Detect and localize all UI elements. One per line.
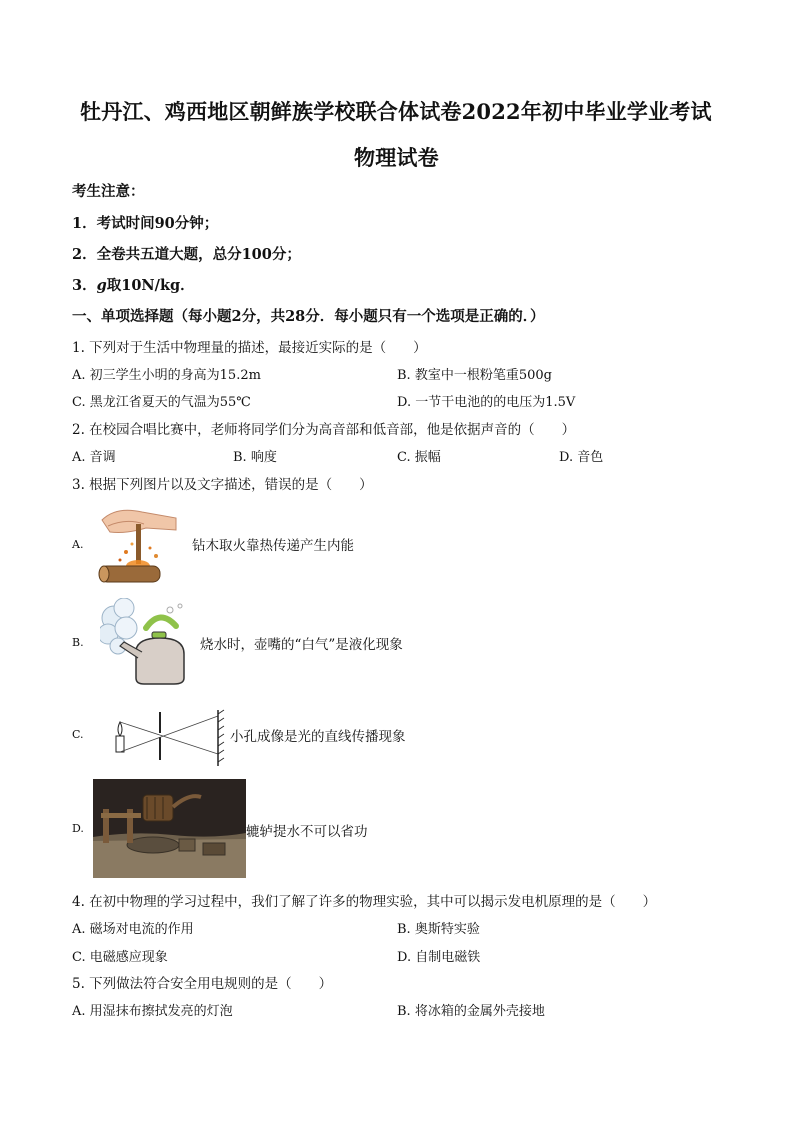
q3-option-a-label[interactable]: A. <box>72 538 84 551</box>
q4-stem: 4. 在初中物理的学习过程中，我们了解了许多的物理实验，其中可以揭示发电机原理的是（ ） <box>72 894 657 910</box>
exam-title-line2: 物理试卷 <box>354 145 439 170</box>
q3-option-b-label[interactable]: B. <box>72 636 84 649</box>
notice-heading: 考生注意： <box>72 183 145 200</box>
notice-item-2: 2．全卷共五道大题，总分100分； <box>72 246 301 263</box>
q1-option-a[interactable]: A. 初三学生小明的身高为15.2m <box>72 368 261 383</box>
notice-item-3-var: g <box>96 277 107 294</box>
q5-option-a[interactable]: A. 用湿抹布擦拭发亮的灯泡 <box>72 1004 233 1019</box>
q1-option-d[interactable]: D. 一节干电池的的电压为1.5V <box>397 395 576 410</box>
q3-option-c-text[interactable]: 小孔成像是光的直线传播现象 <box>230 729 406 745</box>
windlass-well-image <box>93 779 246 878</box>
q5-stem: 5. 下列做法符合安全用电规则的是（ ） <box>72 976 333 992</box>
q1-option-b[interactable]: B. 教室中一根粉笔重500g <box>397 368 552 383</box>
q3-option-b-text[interactable]: 烧水时，壶嘴的“白气”是液化现象 <box>200 637 403 653</box>
q2-option-b[interactable]: B. 响度 <box>233 450 277 465</box>
fire-drill-image <box>96 504 178 584</box>
q2-option-a[interactable]: A. 音调 <box>72 450 116 465</box>
q3-option-d-text[interactable]: 辘轳提水不可以省功 <box>246 824 368 840</box>
q2-option-d[interactable]: D. 音色 <box>559 450 604 465</box>
q3-option-a-text[interactable]: 钻木取火靠热传递产生内能 <box>192 538 354 554</box>
q3-stem: 3. 根据下列图片以及文字描述，错误的是（ ） <box>72 477 373 493</box>
q5-option-b[interactable]: B. 将冰箱的金属外壳接地 <box>397 1004 545 1019</box>
exam-title-line1: 牡丹江、鸡西地区朝鲜族学校联合体试卷2022年初中毕业学业考试 <box>80 99 712 124</box>
q2-option-c[interactable]: C. 振幅 <box>397 450 441 465</box>
q3-option-d-label[interactable]: D. <box>72 822 84 835</box>
q4-option-d[interactable]: D. 自制电磁铁 <box>397 950 481 965</box>
q3-option-c-label[interactable]: C. <box>72 728 84 741</box>
notice-item-1: 1．考试时间90分钟； <box>72 215 219 232</box>
section-heading-single-choice: 一、单项选择题（每小题2分，共28分．每小题只有一个选项是正确的．） <box>72 308 545 325</box>
notice-item-3-num: 3． <box>72 277 97 294</box>
pinhole-diagram <box>106 708 228 768</box>
q4-option-b[interactable]: B. 奥斯特实验 <box>397 922 480 937</box>
notice-item-3 <box>72 274 195 295</box>
q1-stem: 1. 下列对于生活中物理量的描述，最接近实际的是（ ） <box>72 340 427 356</box>
q4-option-c[interactable]: C. 电磁感应现象 <box>72 950 168 965</box>
q2-stem: 2. 在校园合唱比赛中，老师将同学们分为高音部和低音部，他是依据声音的（ ） <box>72 422 576 438</box>
notice-item-3-rest: 取10N/kg． <box>106 277 195 294</box>
q4-option-a[interactable]: A. 磁场对电流的作用 <box>72 922 194 937</box>
kettle-image <box>100 598 190 690</box>
q1-option-c[interactable]: C. 黑龙江省夏天的气温为55℃ <box>72 395 251 410</box>
